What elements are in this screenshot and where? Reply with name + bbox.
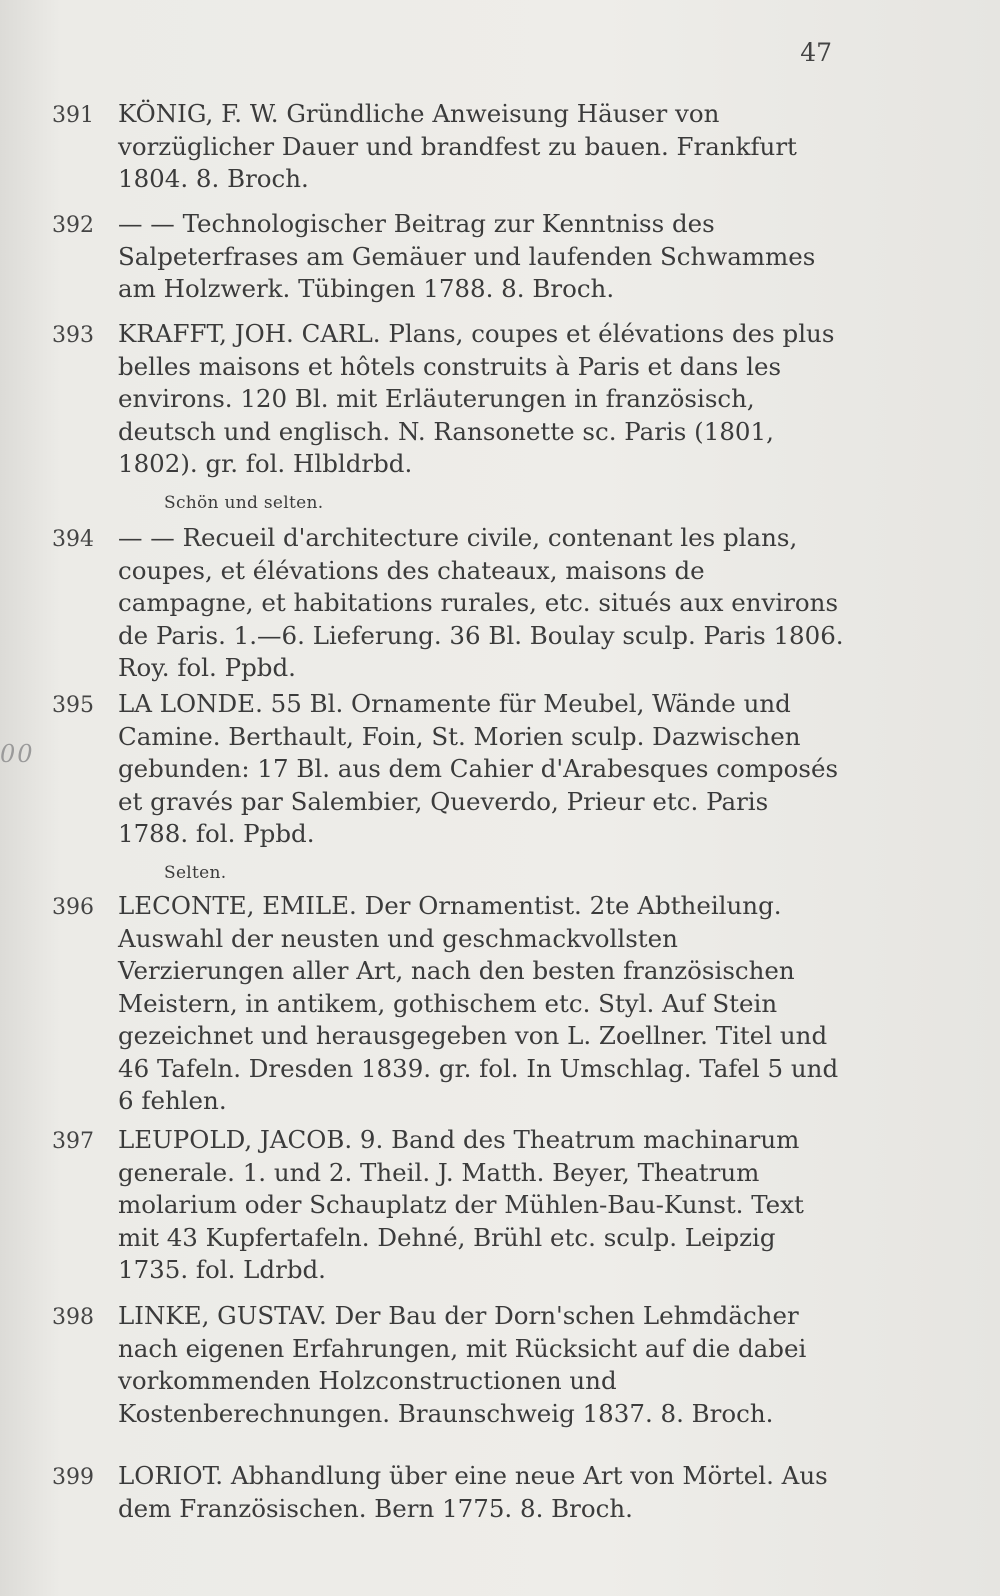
entry-number: 398 (52, 1305, 94, 1330)
entry-number: 399 (52, 1465, 94, 1490)
entry-number: 393 (52, 323, 94, 348)
margin-annotation: 00 (0, 740, 35, 768)
entry-text: LEUPOLD, JACOB. 9. Band des Theatrum machinarum generale. 1. und 2. Theil. J. Matth. Beyer, Theatrum molarium oder Schauplatz der Mühlen-Bau-Kunst. Text mit 43 Kupfertafeln. Dehné, Brühl etc. sculp. Leipzig 1735. fol. Ldrbd. (118, 1125, 804, 1284)
entry-note: Schön und selten. (164, 492, 324, 513)
entry-number: 392 (52, 213, 94, 238)
catalog-entry-393 (52, 318, 844, 519)
entry-number: 394 (52, 527, 94, 552)
page-number: 47 (800, 38, 832, 67)
entry-text: KÖNIG, F. W. Gründliche Anweisung Häuser von vorzüglicher Dauer und brandfest zu bauen. Frankfurt 1804. 8. Broch. (118, 99, 797, 193)
entry-note: Selten. (164, 862, 227, 883)
entry-text: — — Recueil d'architecture civile, contenant les plans, coupes, et élévations des chateaux, maisons de campagne, et habitations rurales, etc. situés aux environs de Paris. 1.—6. Lieferung. 36 Bl. Boulay sculp. Paris 1806. Roy. fol. Ppbd. (118, 523, 844, 682)
catalog-entry-399 (52, 1460, 844, 1525)
entry-number: 396 (52, 895, 94, 920)
catalog-entry-395 (52, 688, 844, 889)
catalog-entry-397 (52, 1124, 844, 1287)
entry-number: 391 (52, 103, 94, 128)
catalog-entry-392 (52, 208, 844, 306)
entry-text: LECONTE, EMILE. Der Ornamentist. 2te Abtheilung. Auswahl der neusten und geschmackvollsten Verzierungen aller Art, nach den besten französischen Meistern, in antikem, gothischem etc. Styl. Auf Stein gezeichnet und herausgegeben von L. Zoellner. Titel und 46 Tafeln. Dresden 1839. gr. fol. In Umschlag. Tafel 5 und 6 fehlen. (118, 891, 839, 1115)
entry-text: LORIOT. Abhandlung über eine neue Art von Mörtel. Aus dem Französischen. Bern 1775. 8. Broch. (118, 1461, 828, 1523)
entry-text: KRAFFT, JOH. CARL. Plans, coupes et élévations des plus belles maisons et hôtels construits à Paris et dans les environs. 120 Bl. mit Erläuterungen in französisch, deutsch und englisch. N. Ransonette sc. Paris (1801, 1802). gr. fol. Hlbldrbd. (118, 319, 835, 478)
entry-number: 395 (52, 693, 94, 718)
entry-text: — — Technologischer Beitrag zur Kenntniss des Salpeterfrases am Gemäuer und laufenden Schwammes am Holzwerk. Tübingen 1788. 8. Broch. (118, 209, 816, 303)
catalog-entry-391 (52, 98, 844, 196)
catalog-entry-394 (52, 522, 844, 685)
entry-text: LA LONDE. 55 Bl. Ornamente für Meubel, Wände und Camine. Berthault, Foin, St. Morien sculp. Dazwischen gebunden: 17 Bl. aus dem Cahier d'Arabesques composés et gravés par Salembier, Queverdo, Prieur etc. Paris 1788. fol. Ppbd. (118, 689, 839, 848)
catalog-entry-398 (52, 1300, 844, 1430)
entry-number: 397 (52, 1129, 94, 1154)
catalog-entry-396 (52, 890, 844, 1118)
entry-text: LINKE, GUSTAV. Der Bau der Dorn'schen Lehmdächer nach eigenen Erfahrungen, mit Rücksicht auf die dabei vorkommenden Holzconstructionen und Kostenberechnungen. Braunschweig 1837. 8. Broch. (118, 1301, 807, 1428)
